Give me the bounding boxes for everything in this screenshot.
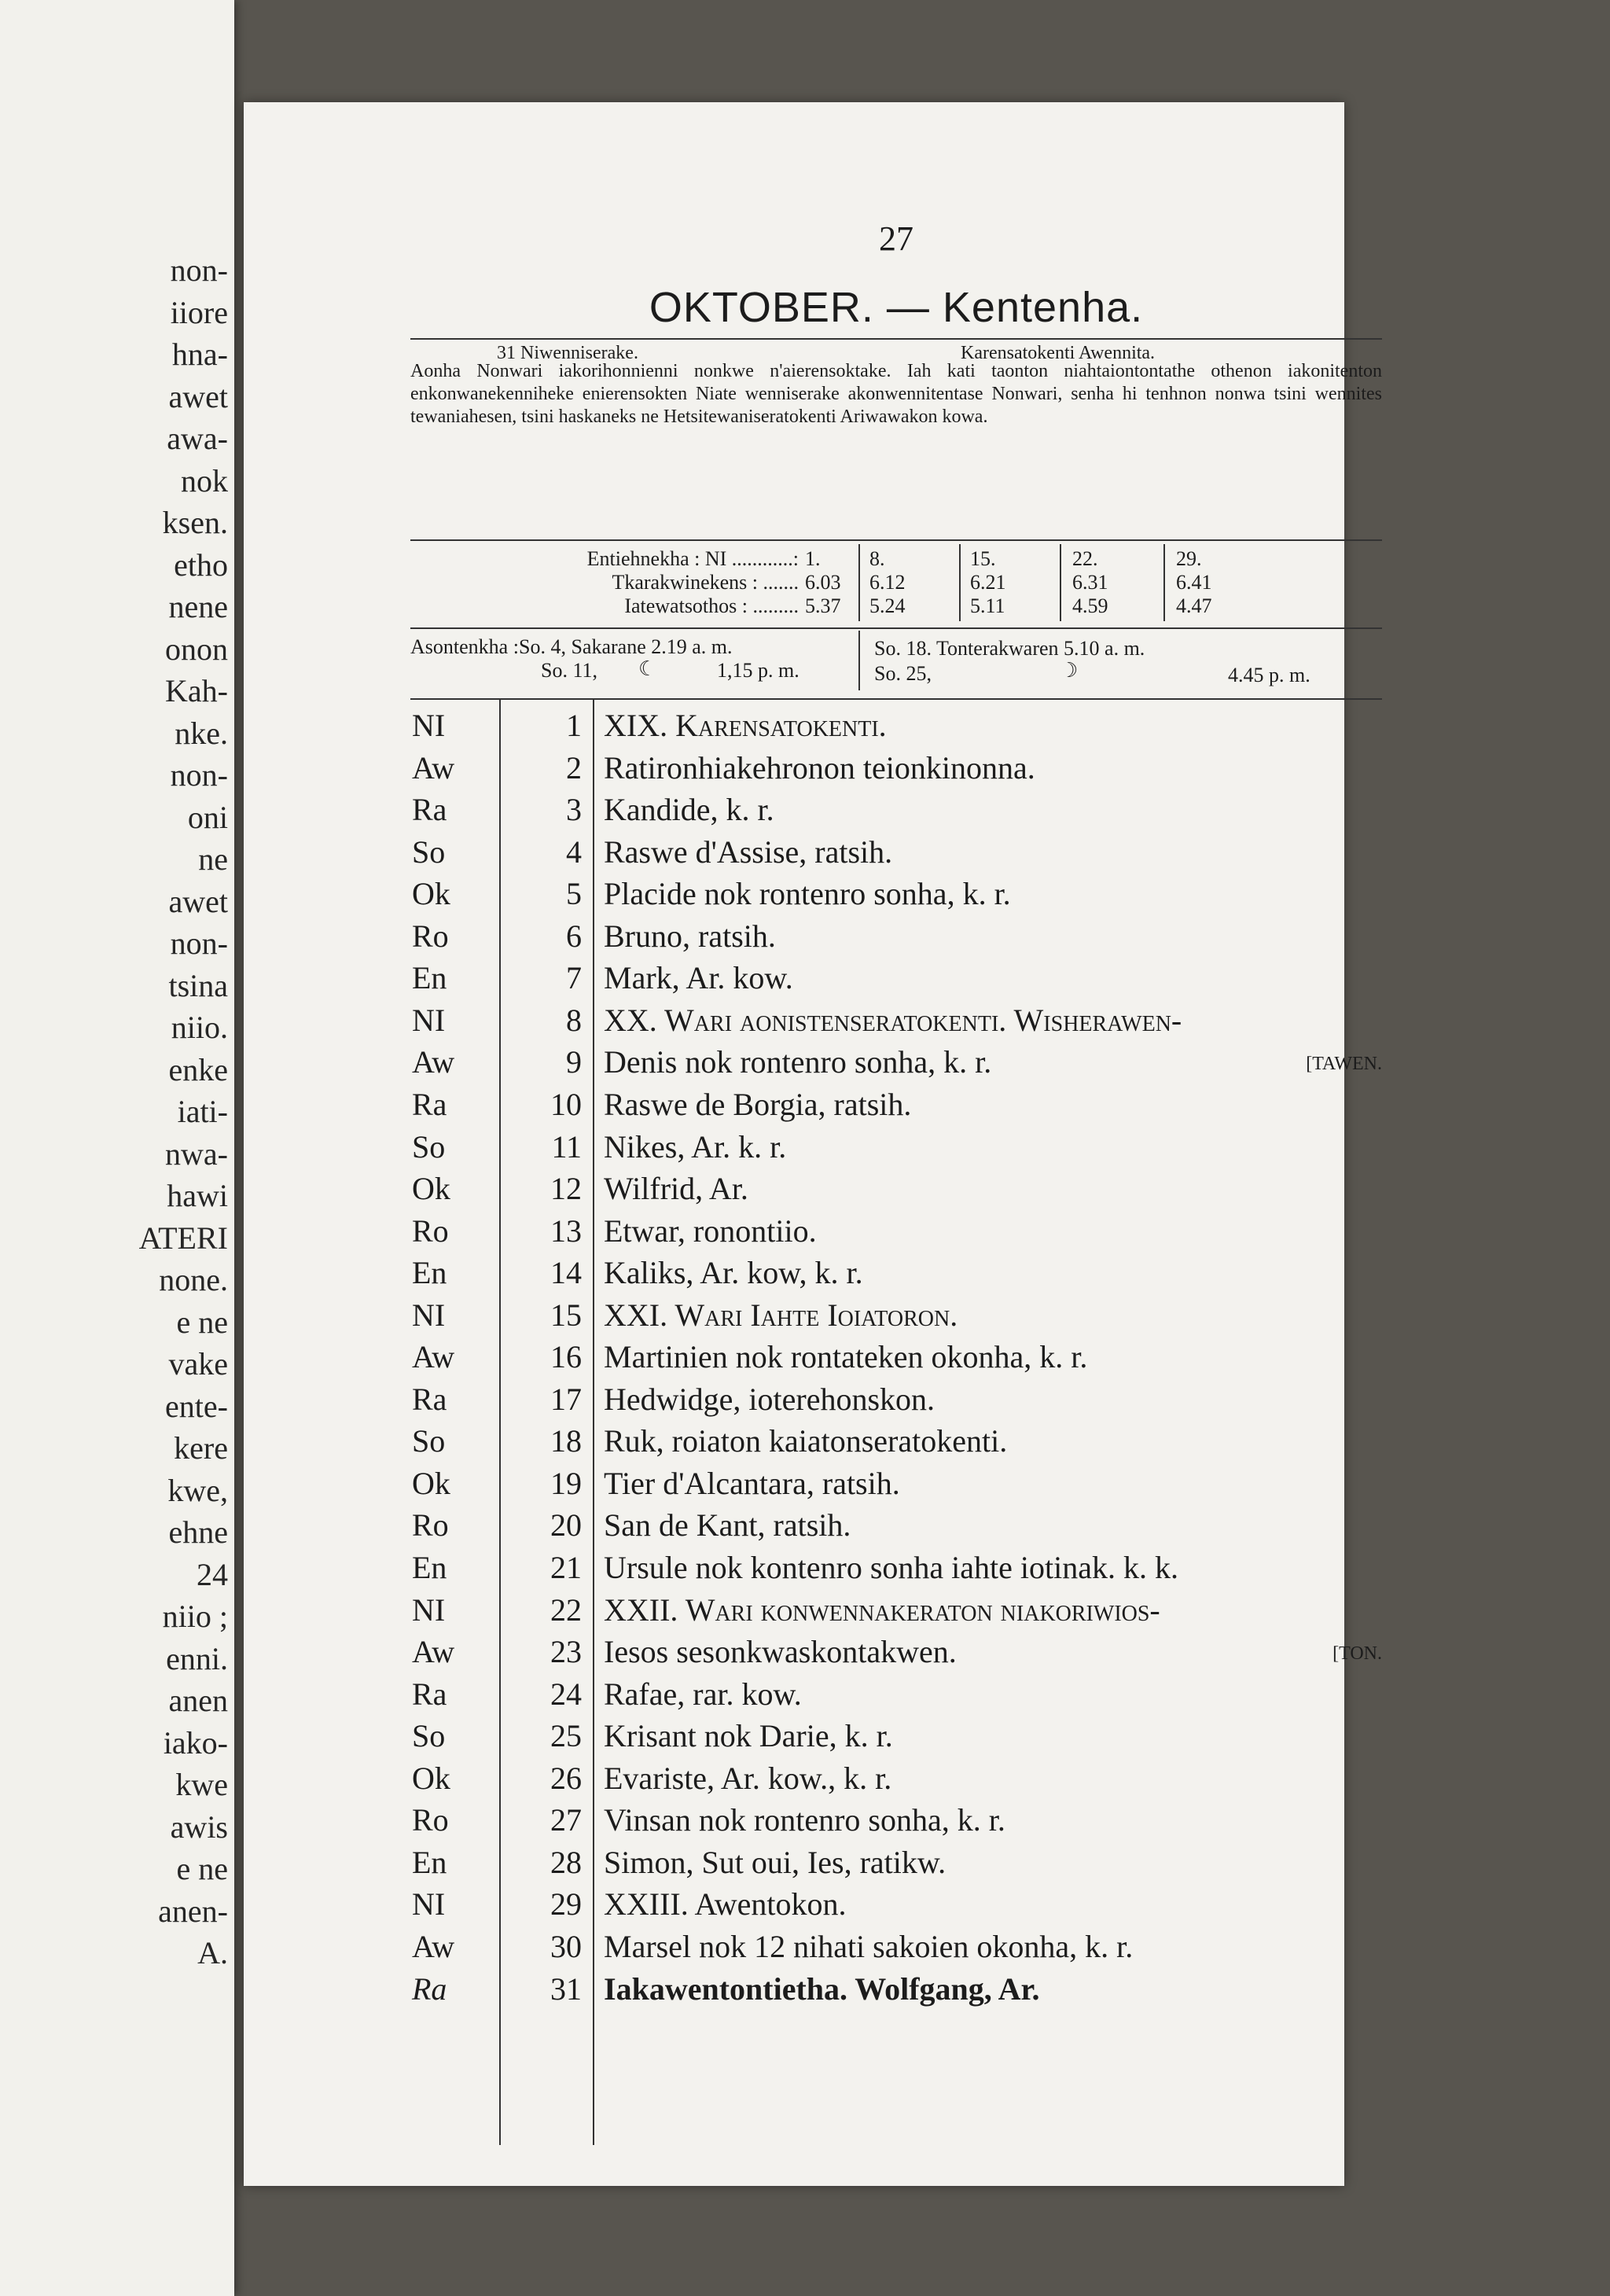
weekday-abbrev: En: [412, 1844, 447, 1880]
day-number: 30: [550, 1928, 582, 1964]
day-entry: Kaliks, Ar. kow, k. r.: [604, 1255, 863, 1291]
day-number: 27: [550, 1802, 582, 1838]
left-page-text-fragment: anen: [168, 1683, 228, 1718]
left-page-text-fragment: iiore: [170, 294, 228, 330]
day-entry: Raswe d'Assise, ratsih.: [604, 833, 893, 870]
day-row: [410, 1801, 1382, 1840]
day-number: 16: [550, 1339, 582, 1375]
day-number: 24: [550, 1676, 582, 1712]
day-row: [410, 749, 1382, 788]
day-row: [410, 959, 1382, 998]
sun-label-rise: Tkarakwinekens : .......: [612, 571, 799, 594]
weekday-abbrev: NI: [412, 1886, 446, 1923]
left-page-text-fragment: ente-: [165, 1388, 228, 1424]
day-row: [410, 1337, 1382, 1377]
weekday-abbrev: En: [412, 960, 447, 996]
weekday-abbrev: NI: [412, 708, 446, 743]
day-row: [410, 1169, 1382, 1209]
day-entry: Iakawentontietha. Wolfgang, Ar.: [604, 1970, 1040, 2007]
day-row: [410, 1128, 1382, 1167]
continuation-tag: [TAWEN.: [1306, 1054, 1382, 1075]
left-page-text-fragment: 24: [197, 1556, 228, 1592]
left-page-text-fragment: awis: [170, 1808, 228, 1845]
day-row: [410, 1591, 1382, 1630]
weekday-abbrev: Ok: [412, 1465, 450, 1501]
sun-rise-22: 6.31: [1072, 571, 1108, 594]
weekday-abbrev: Aw: [412, 1634, 455, 1670]
intro-feast-note: Karensatokenti Awennita.: [961, 343, 1156, 363]
day-number: 6: [566, 918, 582, 954]
day-entry: Raswe de Borgia, ratsih.: [604, 1086, 912, 1122]
sun-set-15: 5.11: [970, 594, 1005, 617]
weekday-abbrev: Ra: [412, 1086, 447, 1122]
day-number: 21: [550, 1550, 582, 1585]
weekday-abbrev: Ra: [412, 1381, 447, 1417]
day-row: [410, 874, 1382, 914]
sun-label-set: Iatewatsothos : .........: [624, 594, 799, 617]
day-entry: Martinien nok rontateken okonha, k. r.: [604, 1339, 1088, 1375]
sun-col-divider: [858, 544, 860, 621]
day-entry: Hedwidge, ioterehonskon.: [604, 1381, 935, 1417]
day-entry: Simon, Sut oui, Ies, ratikw.: [604, 1844, 947, 1880]
sun-day-1: 1.: [805, 547, 821, 570]
moon-last-quarter-icon: ☽: [1060, 659, 1079, 682]
sun-set-1: 5.37: [805, 594, 841, 617]
left-page-text-fragment: etho: [174, 546, 228, 583]
day-number: 31: [550, 1970, 582, 2007]
day-entry: Vinsan nok rontenro sonha, k. r.: [604, 1802, 1005, 1838]
day-row: [410, 1843, 1382, 1882]
left-page-text-fragment: niio.: [171, 1010, 228, 1045]
day-number: 15: [550, 1297, 582, 1333]
day-row: [410, 917, 1382, 956]
intro-day-note: 31 Niwenniserake.: [497, 343, 638, 363]
day-number: 18: [550, 1423, 582, 1459]
weekday-abbrev: So: [412, 1718, 446, 1754]
day-entry: Marsel nok 12 nihati sakoien okonha, k. r.: [604, 1928, 1134, 1964]
left-page-text-fragment: iako-: [163, 1724, 228, 1761]
weekday-abbrev: Ro: [412, 918, 449, 954]
left-page-text-fragment: non-: [170, 757, 228, 793]
day-number: 10: [550, 1086, 582, 1122]
moon-first-quarter-icon: ☾: [638, 657, 657, 680]
weekday-abbrev: Aw: [412, 749, 455, 786]
weekday-abbrev: En: [412, 1550, 447, 1585]
day-number: 9: [566, 1044, 582, 1080]
left-page-text-fragment: ksen.: [162, 505, 228, 540]
day-row: [410, 1548, 1382, 1588]
left-page-text-fragment: anen-: [158, 1893, 228, 1929]
moon-rule: [410, 698, 1382, 700]
left-page-text-fragment: vake: [168, 1346, 228, 1382]
moon-phase-4-date: So. 25,: [874, 662, 932, 685]
day-number: 20: [550, 1507, 582, 1544]
left-page-text-fragment: niio ;: [162, 1599, 228, 1634]
day-number: 25: [550, 1718, 582, 1754]
day-row: [410, 706, 1382, 745]
day-entry: Mark, Ar. kow.: [604, 960, 793, 996]
day-entry: XXI. Wari Iahte Ioiatoron.: [604, 1297, 958, 1333]
sun-day-29: 29.: [1176, 547, 1202, 570]
sun-label-day: Entiehnekha : NI ............:: [586, 547, 799, 570]
moon-divider: [858, 631, 860, 690]
left-page-text-fragment: A.: [197, 1935, 228, 1970]
day-entry: Evariste, Ar. kow., k. r.: [604, 1760, 892, 1796]
left-page-text-fragment: iati-: [177, 1094, 228, 1129]
day-row: [410, 1464, 1382, 1503]
day-entry: Ruk, roiaton kaiatonseratokenti.: [604, 1423, 1008, 1459]
intro-rule: [410, 539, 1382, 541]
moon-phase-2-time: 1,15 p. m.: [717, 659, 799, 682]
weekday-abbrev: Aw: [412, 1339, 455, 1375]
left-page-text-fragment: onon: [165, 631, 228, 667]
left-page-text-fragment: ATERI: [138, 1220, 228, 1256]
day-row: [410, 1296, 1382, 1335]
day-row: [410, 1380, 1382, 1419]
day-row: [410, 1675, 1382, 1714]
month-title: OKTOBER. — Kentenha.: [649, 284, 1144, 331]
day-number: 2: [566, 749, 582, 786]
day-entry: Wilfrid, Ar.: [604, 1171, 748, 1207]
day-number: 17: [550, 1381, 582, 1417]
weekday-abbrev: Ro: [412, 1212, 449, 1249]
weekday-abbrev: En: [412, 1255, 447, 1291]
day-row: [410, 833, 1382, 872]
day-entry: XXIII. Awentokon.: [604, 1886, 847, 1923]
day-number: 23: [550, 1634, 582, 1670]
day-entry: Ursule nok kontenro sonha iahte iotinak. k. k.: [604, 1550, 1178, 1585]
left-page-text-fragment: kere: [174, 1430, 228, 1466]
day-number: 28: [550, 1844, 582, 1880]
left-page-text-fragment: nene: [168, 589, 228, 624]
day-row: [410, 1253, 1382, 1293]
sun-col-divider: [959, 544, 961, 621]
day-row: [410, 1043, 1382, 1082]
day-entry: Rafae, rar. kow.: [604, 1676, 802, 1712]
sun-rise-8: 6.12: [869, 571, 906, 594]
left-page-text-fragment: none.: [159, 1262, 228, 1297]
day-entry: XX. Wari aonistenseratokenti. Wisherawen-: [604, 1002, 1182, 1038]
day-row: [410, 1927, 1382, 1967]
sun-rise-29: 6.41: [1176, 571, 1212, 594]
sun-day-8: 8.: [869, 547, 885, 570]
weekday-abbrev: So: [412, 1128, 446, 1165]
day-row: [410, 1759, 1382, 1798]
left-page-text-fragment: e ne: [176, 1304, 228, 1340]
day-row: [410, 1716, 1382, 1756]
left-page-text-fragment: e ne: [176, 1851, 228, 1886]
day-entry: Nikes, Ar. k. r.: [604, 1128, 787, 1165]
day-number: 3: [566, 792, 582, 828]
left-page-text-fragment: kwe,: [167, 1472, 228, 1508]
moon-phase-2-date: So. 11,: [541, 659, 597, 682]
moon-label: Asontenkha :: [410, 635, 519, 658]
day-entry: Etwar, ronontiio.: [604, 1212, 817, 1249]
calendar-page: [244, 102, 1382, 2186]
sun-table-rule: [410, 627, 1382, 629]
day-number: 4: [566, 833, 582, 870]
day-number: 22: [550, 1591, 582, 1628]
weekday-abbrev: NI: [412, 1591, 446, 1628]
left-page-text-fragment: hawi: [167, 1178, 228, 1213]
title-rule: [410, 338, 1382, 340]
day-entry: Ratironhiakehronon teionkinonna.: [604, 749, 1035, 786]
day-number: 14: [550, 1255, 582, 1291]
weekday-abbrev: Ok: [412, 876, 450, 912]
sun-day-22: 22.: [1072, 547, 1098, 570]
left-page-text-fragment: awa-: [167, 421, 228, 456]
day-entry: Kandide, k. r.: [604, 792, 774, 828]
day-row: [410, 790, 1382, 830]
weekday-abbrev: Ra: [412, 792, 447, 828]
day-number: 26: [550, 1760, 582, 1796]
moon-phase-3: So. 18. Tonterakwaren 5.10 a. m.: [874, 637, 1145, 660]
day-entry: XXII. Wari konwennakeraton niakoriwios-: [604, 1591, 1160, 1628]
day-row: [410, 1885, 1382, 1924]
sun-set-8: 5.24: [869, 594, 906, 617]
left-page-text-fragment: oni: [187, 799, 228, 835]
left-page-edge: [0, 0, 234, 2296]
left-page-text-fragment: nwa-: [165, 1135, 228, 1172]
day-entry: Bruno, ratsih.: [604, 918, 776, 954]
weekday-abbrev: Aw: [412, 1928, 455, 1964]
day-number: 29: [550, 1886, 582, 1923]
day-row: [410, 1632, 1382, 1672]
day-number: 11: [551, 1128, 582, 1165]
day-row: [410, 1085, 1382, 1124]
day-entry: San de Kant, ratsih.: [604, 1507, 851, 1544]
weekday-abbrev: Ok: [412, 1760, 450, 1796]
page-number: 27: [879, 219, 913, 258]
left-page-text-fragment: tsina: [168, 967, 228, 1003]
day-entry: Krisant nok Darie, k. r.: [604, 1718, 893, 1754]
left-page-text-fragment: non-: [170, 925, 228, 961]
sun-rise-1: 6.03: [805, 571, 841, 594]
day-number: 13: [550, 1212, 582, 1249]
left-page-text-fragment: enke: [168, 1051, 228, 1087]
day-row: [410, 1001, 1382, 1040]
day-entry: Placide nok rontenro sonha, k. r.: [604, 876, 1011, 912]
day-entry: Iesos sesonkwaskontakwen.: [604, 1634, 957, 1670]
weekday-abbrev: Ra: [412, 1676, 447, 1712]
day-row: [410, 1212, 1382, 1251]
sun-col-divider: [1163, 544, 1165, 621]
continuation-tag: [TON.: [1332, 1643, 1382, 1665]
weekday-abbrev: Ra: [412, 1970, 447, 2007]
moon-phase-4-time: 4.45 p. m.: [1228, 664, 1310, 686]
day-entry: XIX. Karensatokenti.: [604, 708, 887, 743]
weekday-abbrev: Ok: [412, 1171, 450, 1207]
day-number: 1: [566, 708, 582, 743]
day-number: 8: [566, 1002, 582, 1038]
left-page-text-fragment: Kah-: [165, 673, 228, 708]
weekday-abbrev: So: [412, 1423, 446, 1459]
sun-set-29: 4.47: [1176, 594, 1212, 617]
left-page-text-fragment: awet: [168, 883, 228, 919]
day-row: [410, 1970, 1382, 2009]
day-row: [410, 1506, 1382, 1545]
left-page-text-fragment: ehne: [168, 1514, 228, 1550]
weekday-abbrev: So: [412, 833, 446, 870]
sun-rise-15: 6.21: [970, 571, 1006, 594]
day-row: [410, 1422, 1382, 1461]
day-entry: Tier d'Alcantara, ratsih.: [604, 1465, 900, 1501]
weekday-abbrev: Ro: [412, 1507, 449, 1544]
left-page-text-fragment: non-: [170, 252, 228, 288]
left-page-text-fragment: kwe: [175, 1767, 228, 1802]
day-number: 12: [550, 1171, 582, 1207]
weekday-abbrev: Aw: [412, 1044, 455, 1080]
left-page-text-fragment: awet: [168, 378, 228, 414]
left-page-text-fragment: enni.: [166, 1640, 228, 1676]
weekday-abbrev: NI: [412, 1297, 446, 1333]
left-page-text-fragment: nke.: [175, 715, 228, 751]
intro-paragraph: Aonha Nonwari iakorihonnienni nonkwe n'aierensoktake. Iah kati taonton niahtaiontontathe othenon iakonitenton enkonwanekenniheke enierensokten Niate wenniserake akonwennitentase Nonwari, senha hi tenhnon nonwa tsini wennites tewaniahesen, tsini haskaneks ne Hetsitewaniseratokenti Ariwawakon kowa.: [410, 361, 1382, 427]
moon-phase-1: So. 4, Sakarane 2.19 a. m.: [519, 635, 733, 658]
sun-col-divider: [1060, 544, 1061, 621]
day-entry: Denis nok rontenro sonha, k. r.: [604, 1044, 992, 1080]
sun-day-15: 15.: [970, 547, 996, 570]
day-number: 5: [566, 876, 582, 912]
left-page-text-fragment: ne: [198, 841, 228, 877]
weekday-abbrev: Ro: [412, 1802, 449, 1838]
day-number: 19: [550, 1465, 582, 1501]
sun-set-22: 4.59: [1072, 594, 1108, 617]
weekday-abbrev: NI: [412, 1002, 446, 1038]
day-number: 7: [566, 960, 582, 996]
left-page-text-fragment: nok: [181, 462, 228, 499]
left-page-text-fragment: hna-: [171, 337, 228, 372]
